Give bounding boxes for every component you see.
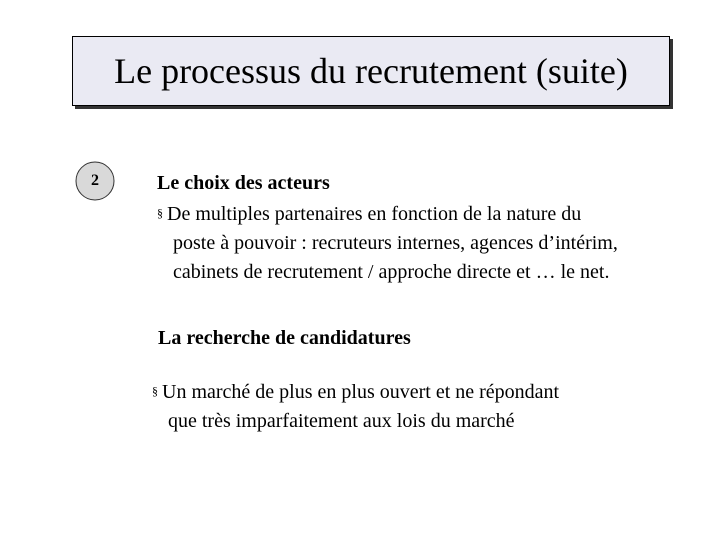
bullet-partenaires bbox=[157, 199, 618, 287]
slide-title: Le processus du recrutement (suite) bbox=[114, 51, 628, 91]
bullet-line bbox=[152, 377, 559, 407]
section-heading-recherche-candidatures: La recherche de candidatures bbox=[158, 327, 411, 349]
bullet-line: poste à pouvoir : recruteurs internes, agences d’intérim, bbox=[173, 232, 618, 254]
bullet-line: que très imparfaitement aux lois du marché bbox=[168, 410, 515, 432]
bullet-line: cabinets de recrutement / approche directe et … le net. bbox=[173, 261, 610, 283]
step-number: 2 bbox=[91, 172, 99, 189]
title-box bbox=[72, 36, 670, 106]
step-number-badge bbox=[75, 161, 115, 201]
bullet-marker-icon: § bbox=[157, 206, 163, 220]
bullet-marker-icon: § bbox=[152, 384, 158, 398]
section-heading-choix-acteurs: Le choix des acteurs bbox=[157, 172, 330, 194]
bullet-text: Un marché de plus en plus ouvert et ne répondant bbox=[162, 381, 560, 403]
bullet-text: De multiples partenaires en fonction de la nature du bbox=[167, 203, 582, 225]
bullet-marche bbox=[152, 377, 559, 436]
bullet-line bbox=[157, 199, 618, 229]
